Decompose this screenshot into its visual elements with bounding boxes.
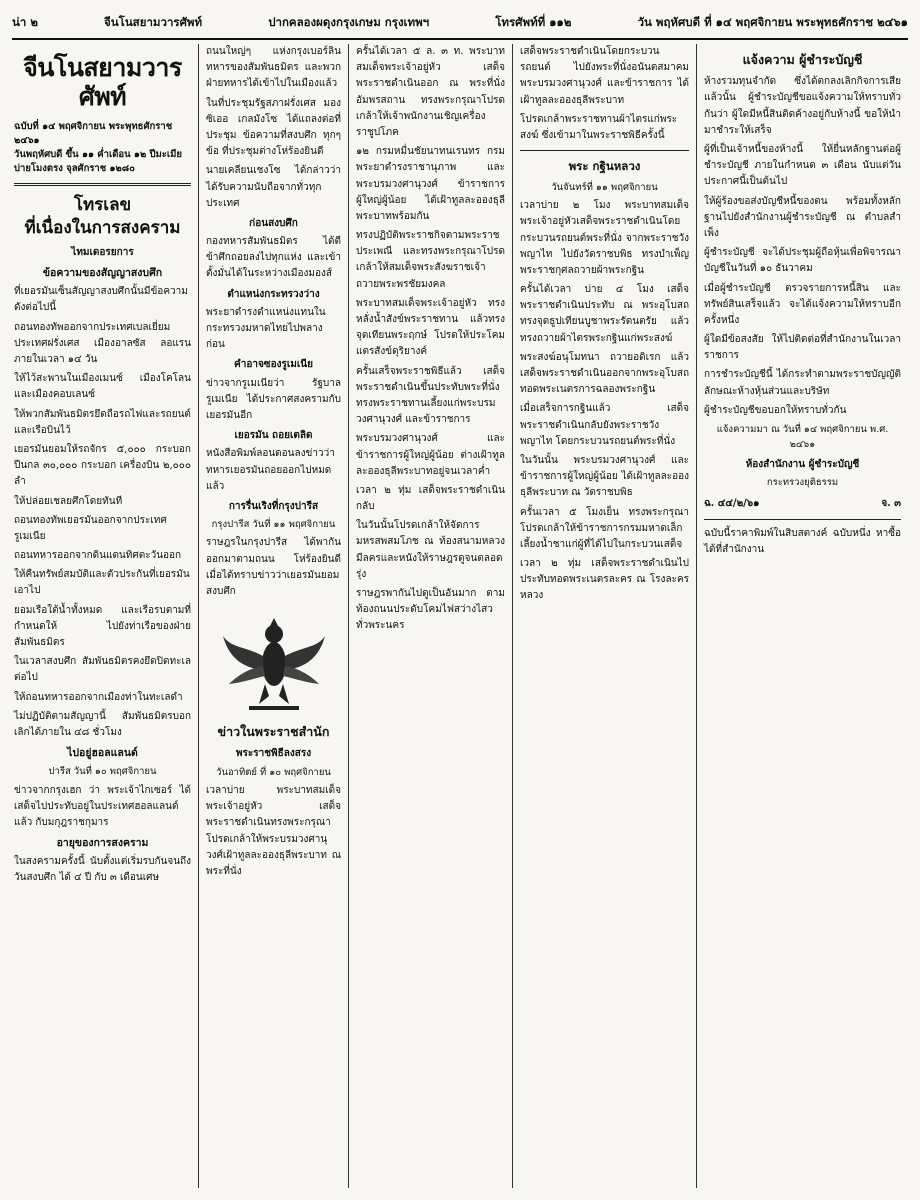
paragraph: การชำระบัญชีนี้ ได้กระทำตามพระราชบัญญัติลักษณะห้างหุ้นส่วนและบริษัท (704, 369, 901, 397)
issue-info-line: วันพฤหัศบดี ขึ้น ๑๑ ค่ำเดือน ๑๒ ปีมะเมีย (14, 149, 182, 160)
notice-office: ห้องสำนักงาน ผู้ชำระบัญชี (745, 458, 860, 470)
paragraph: ผู้ชำระบัญชี จะได้ประชุมผู้ถือหุ้นเพื่อพิจารณาบัญชีในวันที่ ๑๐ ธันวาคม (704, 247, 901, 275)
column-4 (512, 44, 696, 1188)
header-paper-name: จีนโนสยามวารศัพท์ (104, 15, 203, 29)
subheading-royal-ceremony: พระราชพิธีลงสรง (235, 748, 312, 760)
paragraph: เมื่อผู้ชำระบัญชี ตรวจรายการหนี้สิน และทรัพย์สินเสร็จแล้ว จะได้แจ้งความให้ทราบอีกครั้งหนึ่ง (704, 282, 901, 326)
paragraph: ที่เยอรมันเซ็นสัญญาสงบศึกนั้นมีข้อความดังต่อไปนี้ (14, 286, 188, 314)
paragraph: โปรดเกล้าพระราชทานผ้าไตรแก่พระสงฆ์ ซึ่งเข้ามาในพระราชพิธีครั้งนี้ (520, 113, 678, 141)
paragraph: หนังสือพิมพ์ลอนดอนลงข่าวว่า ทหารเยอรมันถอยออกไปหมดแล้ว (206, 448, 335, 492)
subheading-holland: ไปอยู่ฮอลแลนด์ (67, 747, 138, 760)
notice-office-sub: กระทรวงยุติธรรม (766, 476, 839, 488)
paragraph: ครั้นเสร็จพระราชพิธีแล้ว เสด็จพระราชดำเนินขึ้นประทับพระที่นั่ง ทรงพระราชทานเลี้ยงแก่พระบรมวงศานุวงศ์ และข้าราชการ (356, 365, 505, 426)
issue-info-line: ฉบับที่ ๑๔ พฤศจิกายน พระพุทธศักราช ๒๔๖๑ (14, 120, 173, 146)
garuda-emblem (206, 606, 341, 716)
reference-left: ฉ. ๔๔/๒/๖๑ (704, 498, 760, 510)
reference-row (704, 496, 901, 512)
page-number: น่า ๒ (12, 15, 38, 29)
paragraph: ในวันนั้นโปรดเกล้าให้จัดการมหรสพสมโภช ณ ท้องสนามหลวง มีลครและหนังให้ราษฎรดูจนตลอดรุ่ง (356, 520, 505, 580)
subheading-before-armistice: ก่อนสงบศึก (249, 217, 298, 229)
paragraph: เมื่อเสร็จการกฐินแล้ว เสด็จพระราชดำเนินกลับยังพระราชวังพญาไท โดยกระบวนรถยนต์พระที่นั่ง (520, 403, 689, 447)
paragraph: ให้ปล่อยเชลยศึกโดยทันที (14, 495, 123, 507)
divider (704, 519, 901, 520)
byline: ไทมเดอรยการ (71, 247, 134, 259)
paragraph: ในสงครามครั้งนี้ นับตั้งแต่เริ่มรบกันจนถึงวันสงบศึก ได้ ๔ ปี กับ ๓ เดือนเศษ (14, 856, 191, 884)
paragraph: ข่าวจากกรุงเฮก ว่า พระเจ้าไกเซอร์ ได้เสด็จไปประทับอยู่ในประเทศฮอลแลนด์แล้ว กับมกุฎราชกุมาร (14, 784, 191, 828)
paragraph: นายเคลียนเชงโซ ได้กล่าวว่า ได้รับความนับถือจากทั่วทุกประเทศ (206, 165, 341, 209)
masthead: จีนโนสยามวารศัพท์ (23, 53, 182, 111)
paragraph: เวลาบ่าย ๒ โมง พระบาทสมเด็จพระเจ้าอยู่หัวเสด็จพระราชดำเนินโดยกระบวนรถยนต์พระที่นั่ง จากพระราชวังพญาไท ไปยังวัดราชบพิธ ทรงบำเพ็ญพระราชกุศลถวายผ้าพระกฐิน (520, 200, 689, 276)
paragraph: ในวันนั้น พระบรมวงศานุวงศ์ และข้าราชการผู้ใหญ่ผู้น้อย ได้เฝ้าทูลละอองธุลีพระบาท ณ วัดราชบพิธ (520, 454, 689, 499)
paragraph: ๑๒ กรมหมื่นชัยนาทนเรนทร กรมพระยาดำรงราชานุภาพ และพระบรมวงศานุวงศ์ ข้าราชการผู้ใหญ่ผู้น้อย ได้เฝ้าทูลละอองธุลีพระบาทพร้อมกัน (356, 146, 505, 222)
paragraph: ให้ไว้สะพานในเมืองเมนซ์ เมืองโคโลน และเมืองคอบเลนซ์ (14, 373, 191, 401)
dateline: วันอาทิตย์ ที่ ๑๐ พฤศจิกายน (216, 766, 331, 778)
headline-line-2: ที่เนื่องในการสงคราม (24, 218, 181, 239)
paragraph: ราษฎรพากันไปดูเป็นอันมาก ตามท้องถนนประดับโคมไฟสว่างไสวทั่วพระนคร (356, 588, 505, 632)
paragraph: เยอรมันยอมให้รถจักร ๕,๐๐๐ กระบอก ปืนกล ๓๐,๐๐๐ กระบอก เครื่องบิน ๒,๐๐๐ ลำ (14, 443, 191, 488)
paragraph: ผู้ที่เป็นเจ้าหนี้ของห้างนี้ ให้ยื่นหลักฐานต่อผู้ชำระบัญชี ภายในกำหนด ๓ เดือน นับแต่วันประกาศนี้เป็นต้นไป (704, 144, 901, 188)
headline-line-1: โทรเลข (73, 194, 132, 215)
heading-liquidator-notice: แจ้งความ ผู้ชำระบัญชี (742, 52, 863, 67)
paragraph: ทรงปฏิบัติพระราชกิจตามพระราชประเพณี และทรงพระกรุณาโปรดเกล้าให้สมเด็จพระสังฆราชเจ้า ถวายพระพรชัยมงคล (356, 230, 505, 290)
paragraph: ผู้ใดมีข้อสงสัย ให้ไปติดต่อที่สำนักงานในเวลาราชการ (704, 334, 901, 362)
paragraph: ให้ผู้ร้องขอส่งบัญชีหนี้ของตน พร้อมทั้งหลักฐานไปยังสำนักงานผู้ชำระบัญชี ณ ตำบลสำเพ็ง (704, 195, 901, 239)
notice-signature: แจ้งความมา ณ วันที่ ๑๔ พฤศจิกายน พ.ศ. ๒๔๖๑ (716, 424, 889, 451)
paragraph: ห้างรวมทุนจำกัด ซึ่งได้ตกลงเลิกกิจการเสียแล้วนั้น ผู้ชำระบัญชีขอแจ้งความให้ทราบทั่วกันว่า ผู้ใดมีหนี้สินติดค้างอยู่กับห้างนี้ ขอให้นำมาชำระให้เสร็จ (704, 76, 901, 136)
subheading-romania: คำอาจซองรูเมเนีย (234, 359, 313, 371)
paragraph: พระบาทสมเด็จพระเจ้าอยู่หัว ทรงหลั่งน้ำสังข์พระราชทาน แล้วทรงจุดเทียนพระฤกษ์ โปรดให้ประโคมแตรสังข์ดุริยางค์ (356, 297, 505, 358)
paragraph: ถอนทองทัพออกจากประเทศเบลเยี่ยม ประเทศฝรั่งเศส เมืองอาลซัส ลอแรน ภายในเวลา ๑๔ วัน (14, 321, 191, 366)
paragraph: เสด็จพระราชดำเนินโดยกระบวนรถยนต์ ไปยังพระที่นั่งอนันตสมาคม พระบรมวงศานุวงศ์ และข้าราชการ ได้เฝ้าทูลละอองธุลีพระบาท (520, 46, 689, 106)
dateline: ปารีส วันที่ ๑๐ พฤศจิกายน (48, 766, 157, 778)
headline (14, 194, 191, 242)
paragraph: ครั้นเวลา ๕ โมงเย็น ทรงพระกรุณาโปรดเกล้าให้ข้าราชการกรมมหาดเล็ก เลี้ยงน้ำชาแก่ผู้ที่ได้ไปในกระบวนเสด็จ (520, 506, 689, 550)
header-telephone: โทรศัพท์ที่ ๑๑๒ (495, 15, 572, 29)
paragraph: ถอนทองทัพเยอรมันออกจากประเทศรูเมเนีย (14, 514, 167, 542)
divider (520, 150, 689, 151)
subheading-armistice-terms: ข้อความของสัญญาสงบศึก (42, 267, 163, 280)
paragraph: ราษฎรในกรุงปารีส ได้พากันออกมาตามถนน โห่ร้องยินดีเมื่อได้ทราบข่าวว่าเยอรมันยอมสงบศึก (206, 537, 341, 597)
heading-royal-court-news: ข่าวในพระราชสำนัก (217, 724, 330, 740)
subheading-german-retreat: เยอรมัน ถอยเตลิด (234, 430, 313, 442)
column-5 (696, 44, 908, 1188)
header-office: ปากคลองผดุงกรุงเกษม กรุงเทพฯ (268, 15, 430, 29)
paragraph: พระบรมวงศานุวงศ์ และข้าราชการผู้ใหญ่ผู้น้อย ต่างเฝ้าทูลละอองธุลีพระบาทอยู่จนเวลาค่ำ (356, 433, 505, 477)
reference-right: จ. ๓ (881, 498, 901, 510)
paragraph: ไม่ปฏิบัติตามสัญญานี้ สัมพันธมิตรบอกเลิกได้ภายใน ๔๘ ชั่วโมง (14, 710, 191, 738)
divider (14, 183, 191, 186)
paragraph: เวลา ๒ ทุ่ม เสด็จพระราชดำเนินไปประทับทอดพระเนตรละคร ณ โรงละครหลวง (520, 558, 689, 602)
closing-note: ฉบับนี้ราคาพิมพ์ในสิบสตางค์ ฉบับหนึ่ง หาซื้อได้ที่สำนักงาน (704, 527, 901, 555)
issue-info (14, 120, 191, 177)
paragraph: ให้พวกสัมพันธมิตรยึดถือรถไฟและรถยนต์ และเรือบินไว้ (14, 408, 191, 436)
paragraph: ให้ถอนทหารออกจากเมืองท่าในทะเลดำ (14, 691, 183, 703)
column-1 (12, 44, 198, 1188)
paragraph: ยอมเรือใต้น้ำทั้งหมด และเรือรบตามที่กำหนดให้ ไปยังท่าเรือของฝ่ายสัมพันธมิตร (14, 604, 191, 649)
subheading-war-duration: อายุของการสงคราม (56, 837, 149, 850)
columns (12, 44, 908, 1188)
paragraph: พระยาดำรงดำแหน่งแทนในกระทรวงมหาดไทยไปพลางก่อน (206, 306, 326, 351)
page-header (12, 8, 908, 40)
heading-royal-kathin: พระ กฐินหลวง (568, 159, 641, 174)
paragraph: ครั้นได้เวลา ๕ ล. ๓ ท. พระบาทสมเด็จพระเจ้าอยู่หัว เสด็จพระราชดำเนินออก ณ พระที่นั่งอัมพรสถาน ทรงพระกรุณาโปรดเกล้าให้เจ้าพนักงานเชิญเครื่องราชูปโภค (356, 46, 505, 138)
garuda-icon (219, 606, 329, 716)
column-3 (348, 44, 512, 1188)
header-date: วัน พฤหัศบดี ที่ ๑๔ พฤศจิกายน พระพุทธศักราช ๒๔๖๑ (637, 15, 908, 29)
paragraph: ข่าวจากรูเมเนียว่า รัฐบาลรูเมเนีย ได้ประกาศสงครามกับเยอรมันอีก (206, 377, 341, 421)
paragraph: เวลาบ่าย พระบาทสมเด็จพระเจ้าอยู่หัว เสด็จพระราชดำเนินทรงพระกรุณาโปรดเกล้าให้พระบรมวงศานุวงศ์เฝ้าทูลละอองธุลีพระบาท ณ พระที่นั่ง (206, 785, 341, 877)
issue-info-line: บ่ายโมงตรง จุลศักราช ๑๒๘๐ (14, 163, 135, 175)
paragraph: กองทหารสัมพันธมิตร ได้ตีข้าศึกถอยลงไปทุกแห่ง และเข้าตั้งมั่นได้ในระหว่างเมืองมองส์ (206, 236, 341, 280)
dateline: กรุงปารีส วันที่ ๑๑ พฤศจิกายน (211, 519, 336, 531)
dateline: วันจันทร์ที่ ๑๑ พฤศจิกายน (551, 181, 658, 193)
paragraph: ให้คืนทรัพย์สมบัติและตัวประกันที่เยอรมันเอาไป (14, 569, 190, 597)
subheading-vacant-post: ตำแหน่งกระทรวงว่าง (227, 288, 320, 300)
paragraph: ถนนใหญ่ๆ แห่งกรุงเบอร์ลิน ทหารของสัมพันธมิตร และพวกฝ่ายทหารได้เข้าไปในเมืองแล้ว (206, 46, 341, 90)
paragraph: เวลา ๒ ทุ่ม เสด็จพระราชดำเนินกลับ (356, 484, 505, 513)
column-2 (198, 44, 348, 1188)
paragraph: ครั้นได้เวลา บ่าย ๔ โมง เสด็จพระราชดำเนินประทับ ณ พระอุโบสถ ทรงจุดธูปเทียนบูชาพระรัตนตรัย แล้วทรงถวายผ้าไตรพระกฐินแก่พระสงฆ์ (520, 284, 689, 344)
paragraph: ผู้ชำระบัญชีขอบอกให้ทราบทั่วกัน (704, 404, 847, 416)
paragraph: ถอนทหารออกจากดินแดนทิศตะวันออก (14, 550, 182, 562)
paragraph: ในเวลาสงบศึก สัมพันธมิตรคงยึดปิดทะเลต่อไป (14, 656, 191, 684)
paragraph: พระสงฆ์อนุโมทนา ถวายอดิเรก แล้วเสด็จพระราชดำเนินออกจากพระอุโบสถ ทอดพระเนตรการฉลองพระกฐิน (520, 351, 689, 396)
subheading-paris-celebration: การรื่นเริงที่กรุงปารีส (228, 500, 319, 512)
paragraph: ในที่ประชุมรัฐสภาฝรั่งเศส มองซิเออ เกลมังโซ ได้แถลงต่อที่ประชุม ข้อความที่สงบศึก ทุกๆ ข้อ ที่ประชุมต่างโห่ร้องยินดี (206, 97, 341, 158)
